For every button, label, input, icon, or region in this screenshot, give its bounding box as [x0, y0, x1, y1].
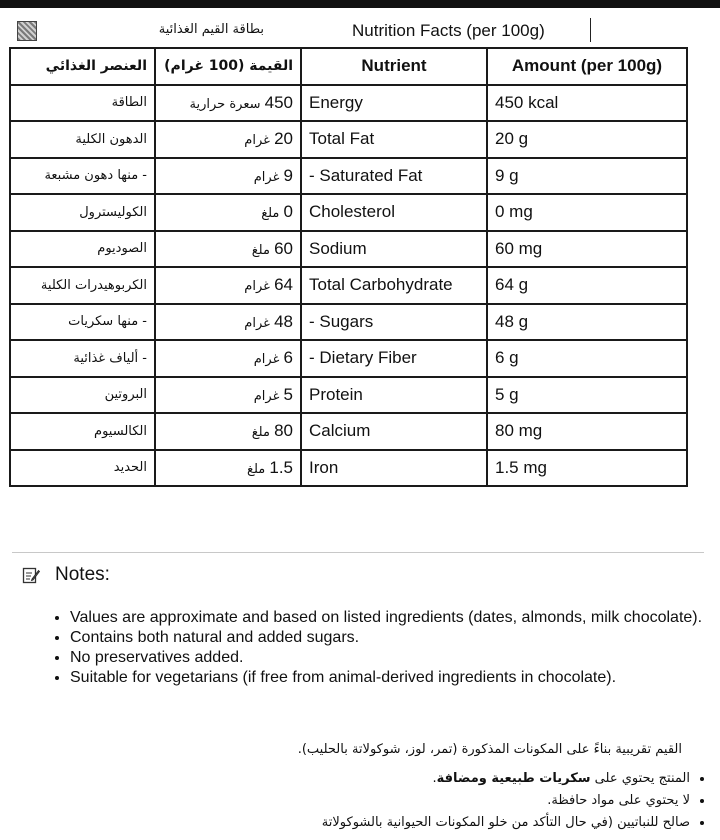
cell-arabic-name: - ألياف غذائية — [10, 340, 155, 377]
list-item: • Suitable for vegetarians (if free from animal-derived ingredients in chocolate). — [70, 668, 720, 688]
table-header-row — [10, 48, 687, 85]
list-item — [150, 768, 690, 790]
arabic-notes-intro: القيم تقريبية بناءً على المكونات المذكورة (تمر، لوز، شوكولاتة بالحليب). — [297, 742, 682, 757]
cell-nutrient: Cholesterol — [301, 194, 487, 231]
header-arabic-value: القيمة (100 غرام) — [155, 48, 301, 85]
table-row — [10, 450, 687, 487]
note-text: المنتج يحتوي على — [590, 771, 690, 786]
list-item: • Contains both natural and added sugars. — [70, 628, 720, 648]
cell-amount: 60 mg — [487, 231, 687, 268]
list-item — [150, 812, 690, 834]
arabic-value-number: 80 — [274, 421, 293, 441]
cell-amount: 5 g — [487, 377, 687, 414]
document-header — [12, 16, 708, 46]
arabic-value-number: 64 — [274, 275, 293, 295]
table-row — [10, 121, 687, 158]
cell-nutrient: - Sugars — [301, 304, 487, 341]
header-nutrient: Nutrient — [301, 48, 487, 85]
notes-heading-text: Notes: — [55, 564, 110, 585]
cell-arabic-value — [155, 194, 301, 231]
cell-arabic-name: - منها دهون مشبعة — [10, 158, 155, 195]
nutrition-table — [9, 47, 688, 487]
table-row — [10, 304, 687, 341]
arabic-value-number: 60 — [274, 238, 293, 258]
cell-arabic-value — [155, 231, 301, 268]
arabic-value-unit: غرام — [244, 279, 270, 295]
cell-arabic-name: الصوديوم — [10, 231, 155, 268]
list-item — [150, 790, 690, 812]
cell-arabic-name: الطاقة — [10, 85, 155, 122]
window-top-bar — [0, 0, 720, 8]
cell-arabic-value — [155, 158, 301, 195]
arabic-value-unit: غرام — [253, 352, 280, 368]
arabic-value-unit: غرام — [244, 315, 270, 331]
arabic-value-number: 1.5 — [269, 457, 293, 477]
cell-arabic-value — [155, 413, 301, 450]
cell-arabic-value — [155, 340, 301, 377]
list-item: • Values are approximate and based on listed ingredients (dates, almonds, milk chocolate). — [70, 608, 720, 628]
arabic-value-number: 450 — [264, 92, 293, 112]
cell-arabic-name: الحديد — [10, 450, 155, 487]
english-notes-list — [36, 608, 720, 688]
cell-nutrient: - Dietary Fiber — [301, 340, 487, 377]
table-row — [10, 231, 687, 268]
cell-nutrient: Sodium — [301, 231, 487, 268]
cell-arabic-value — [155, 450, 301, 487]
cell-arabic-name: - منها سكريات — [10, 304, 155, 341]
cell-nutrient: Calcium — [301, 413, 487, 450]
note-text: لا يحتوي على مواد حافظة. — [547, 793, 690, 808]
english-title: Nutrition Facts (per 100g) — [352, 21, 545, 40]
section-divider — [12, 552, 704, 553]
arabic-value-number: 5 — [283, 384, 293, 404]
cell-arabic-name: البروتين — [10, 377, 155, 414]
table-row — [10, 267, 687, 304]
notepad-pencil-icon — [22, 566, 40, 584]
list-item: • No preservatives added. — [70, 648, 720, 668]
arabic-value-unit: ملغ — [251, 242, 270, 258]
cell-arabic-value — [155, 377, 301, 414]
arabic-value-unit: ملغ — [261, 206, 280, 222]
table-row — [10, 158, 687, 195]
cell-amount: 450 kcal — [487, 85, 687, 122]
cell-nutrient: Energy — [301, 85, 487, 122]
header-arabic-nutrient: العنصر الغذائي — [10, 48, 155, 85]
cell-nutrient: Iron — [301, 450, 487, 487]
arabic-value-unit: غرام — [253, 388, 280, 404]
table-row — [10, 340, 687, 377]
cell-amount: 0 mg — [487, 194, 687, 231]
cell-nutrient: Protein — [301, 377, 487, 414]
table-row — [10, 413, 687, 450]
text-cursor — [590, 18, 591, 42]
cell-nutrient: - Saturated Fat — [301, 158, 487, 195]
arabic-title: بطاقة القيم الغذائية — [158, 22, 264, 37]
note-bold-text: سكريات طبيعية ومضافة — [436, 771, 591, 786]
table-row — [10, 377, 687, 414]
arabic-value-number: 0 — [283, 202, 293, 222]
cell-amount: 9 g — [487, 158, 687, 195]
cell-amount: 64 g — [487, 267, 687, 304]
arabic-value-unit: ملغ — [247, 461, 266, 477]
cell-amount: 48 g — [487, 304, 687, 341]
cell-arabic-value — [155, 267, 301, 304]
cell-nutrient: Total Carbohydrate — [301, 267, 487, 304]
arabic-notes-list — [150, 768, 720, 834]
header-amount: Amount (per 100g) — [487, 48, 687, 85]
cell-nutrient: Total Fat — [301, 121, 487, 158]
cell-arabic-name: الكوليسترول — [10, 194, 155, 231]
image-thumbnail-icon[interactable] — [17, 21, 37, 41]
cell-arabic-value — [155, 85, 301, 122]
arabic-value-unit: غرام — [244, 133, 270, 149]
cell-amount: 6 g — [487, 340, 687, 377]
note-text-end: . — [432, 771, 437, 786]
cell-amount: 80 mg — [487, 413, 687, 450]
arabic-value-unit: ملغ — [251, 425, 270, 441]
cell-arabic-name: الكربوهيدرات الكلية — [10, 267, 155, 304]
cell-arabic-value — [155, 304, 301, 341]
cell-arabic-name: الدهون الكلية — [10, 121, 155, 158]
table-row — [10, 194, 687, 231]
cell-amount: 20 g — [487, 121, 687, 158]
arabic-value-number: 6 — [283, 348, 293, 368]
arabic-value-number: 9 — [283, 165, 293, 185]
cell-arabic-name: الكالسيوم — [10, 413, 155, 450]
note-text: صالح للنباتيين (في حال التأكد من خلو المكونات الحيوانية بالشوكولاتة — [321, 815, 690, 830]
cell-amount: 1.5 mg — [487, 450, 687, 487]
arabic-value-unit: سعرة حرارية — [189, 96, 261, 112]
table-row — [10, 85, 687, 122]
cell-arabic-value — [155, 121, 301, 158]
arabic-value-unit: غرام — [253, 169, 280, 185]
arabic-value-number: 20 — [274, 129, 293, 149]
arabic-value-number: 48 — [274, 311, 293, 331]
